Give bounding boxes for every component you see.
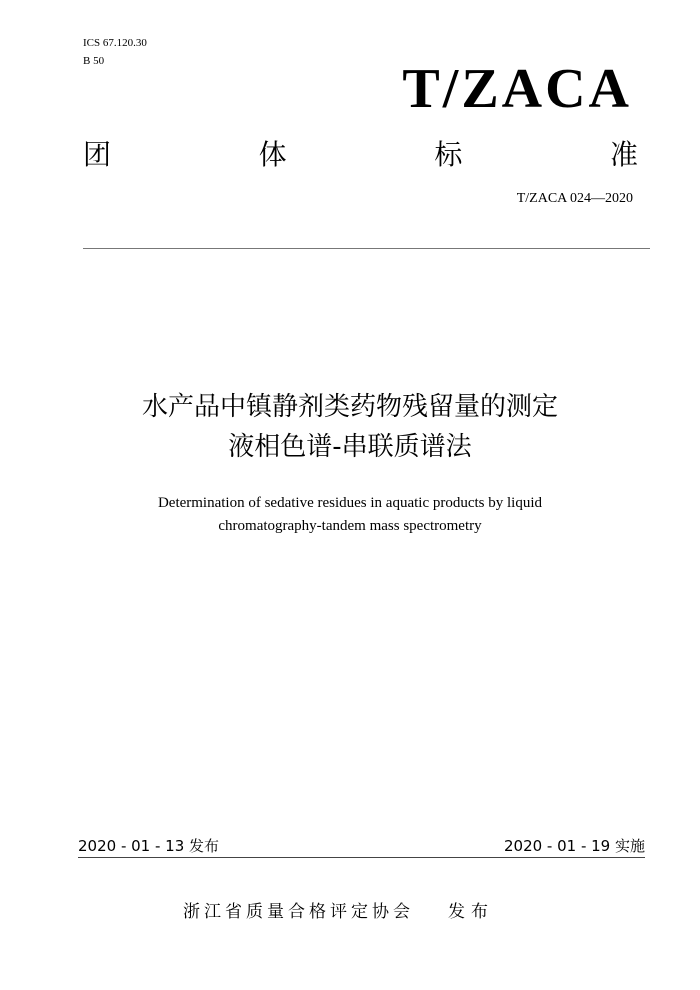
publisher-row (183, 900, 494, 924)
title-zh-line2: 液相色谱-串联质谱法 (228, 432, 472, 462)
title-en-line1: Determination of sedative residues in aquatic products by liquid (157, 495, 543, 511)
standard-type (83, 138, 638, 172)
footer-divider (78, 857, 645, 858)
standard-number: T/ZACA 024—2020 (516, 191, 633, 206)
date-row (78, 836, 645, 856)
title-en-line2: chromatography-tandem mass spectrometry (218, 518, 482, 534)
standard-logo: T/ZACA (402, 58, 632, 120)
effective-date: 2020 - 01 - 19 实施 (503, 837, 645, 855)
ics-code: ICS 67.120.30 (83, 37, 147, 49)
release-date: 2020 - 01 - 13 发布 (78, 837, 220, 855)
header-divider (83, 248, 650, 249)
publisher-organization: 浙江省质量合格评定协会 (183, 902, 414, 922)
title-zh-line1: 水产品中镇静剂类药物残留量的测定 (141, 392, 558, 422)
standard-type-char: 体 (258, 138, 287, 171)
publish-label: 发布 (448, 902, 494, 922)
ccs-code: B 50 (83, 55, 105, 67)
standard-type-char: 准 (609, 138, 638, 171)
standard-type-char: 标 (434, 138, 463, 171)
standard-type-char: 团 (83, 138, 112, 171)
